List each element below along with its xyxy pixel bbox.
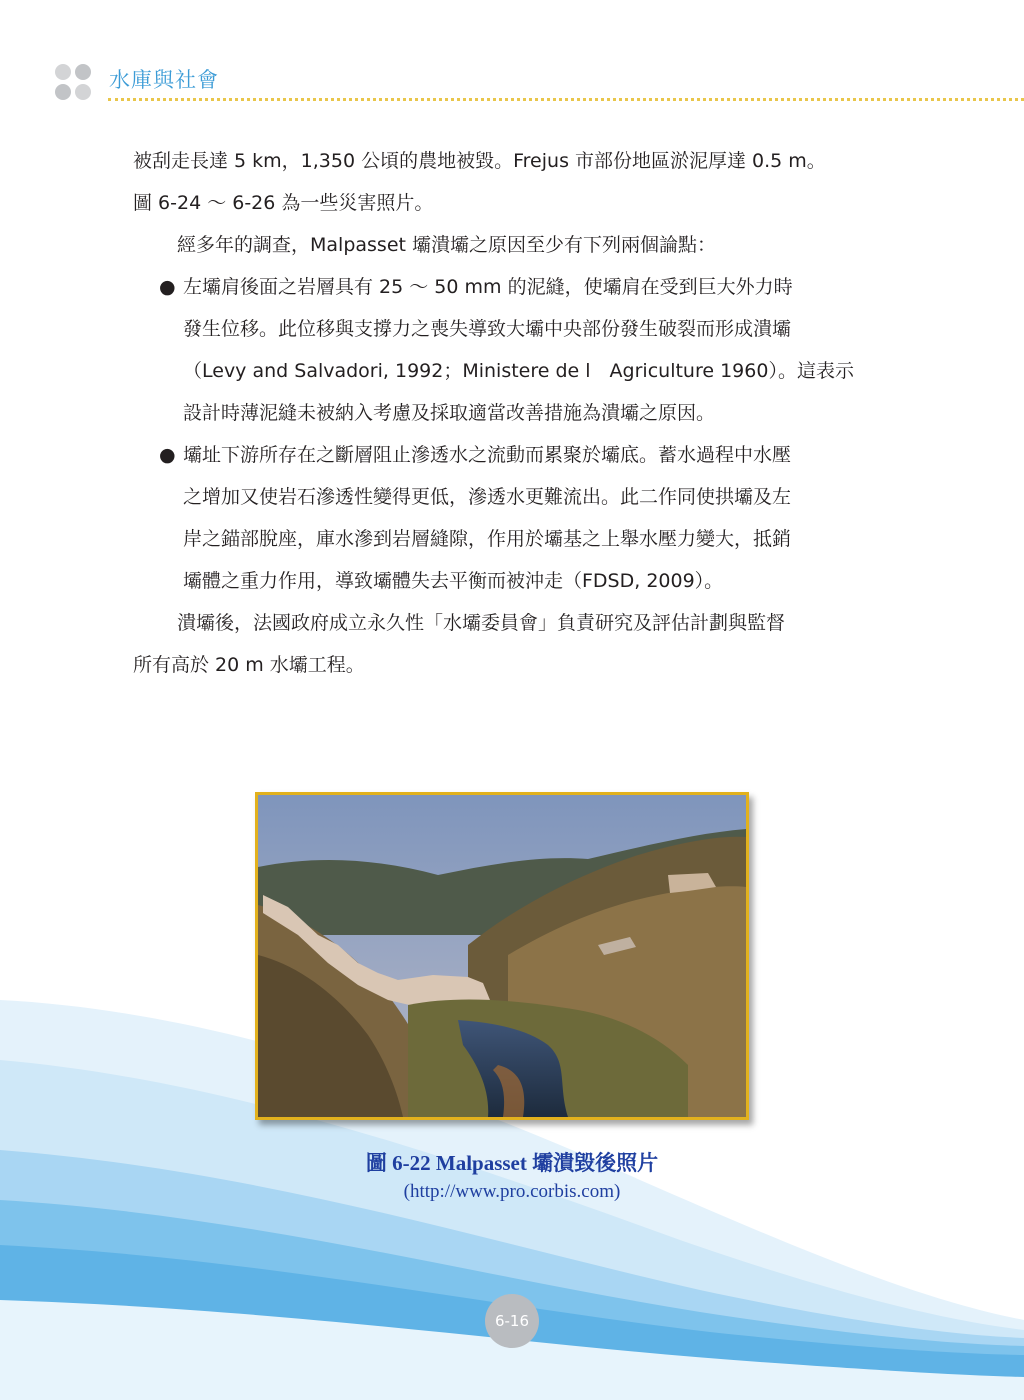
closing-paragraph [133, 602, 923, 686]
figure-caption [0, 1148, 1024, 1206]
figure-caption-source: (http://www.pro.corbis.com) [403, 1181, 621, 1202]
page-number-badge: 6-16 [485, 1294, 539, 1348]
bullet-2-line-2: 之增加又使岩石滲透性變得更低，滲透水更難流出。此二作同使拱壩及左 [183, 486, 792, 508]
body-text [133, 140, 923, 686]
bullet-item-1 [133, 266, 923, 434]
bullet-2-line-3: 岸之錨部脫座，庫水滲到岩層縫隙，作用於壩基之上舉水壓力變大，抵銷 [183, 528, 792, 550]
bullet-2-line-4: 壩體之重力作用，導致壩體失去平衡而被沖走（FDSD, 2009）。 [183, 570, 724, 592]
closing-line-2: 所有高於 20 m 水壩工程。 [133, 654, 365, 676]
bullet-icon: ● [159, 444, 176, 466]
header-dots-icon [53, 62, 93, 102]
closing-line-1: 潰壩後，法國政府成立永久性「水壩委員會」負責研究及評估計劃與監督 [177, 612, 786, 634]
dam-failure-photo [258, 795, 746, 1117]
paragraph-2: 經多年的調查，Malpasset 壩潰壩之原因至少有下列兩個論點： [177, 234, 716, 256]
paragraph-1 [133, 140, 923, 224]
paragraph-1-line-2: 圖 6-24 ～ 6-26 為一些災害照片。 [133, 192, 434, 214]
bullet-1-line-3: （Levy and Salvadori, 1992；Ministere de l Agriculture 1960）。這表示 [183, 360, 854, 382]
bullet-1-line-1: 左壩肩後面之岩層具有 25 ～ 50 mm 的泥縫，使壩肩在受到巨大外力時 [183, 276, 793, 298]
bullet-2-line-1: 壩址下游所存在之斷層阻止滲透水之流動而累聚於壩底。蓄水過程中水壓 [183, 444, 792, 466]
dam-photo-frame [255, 792, 749, 1120]
bullet-item-2 [133, 434, 923, 602]
running-header-title: 水庫與社會 [109, 68, 219, 92]
header-dotted-rule [108, 98, 1024, 101]
bullet-1-line-4: 設計時薄泥縫未被納入考慮及採取適當改善措施為潰壩之原因。 [183, 402, 716, 424]
bullet-icon: ● [159, 276, 176, 298]
bullet-1-line-2: 發生位移。此位移與支撐力之喪失導致大壩中央部份發生破裂而形成潰壩 [183, 318, 792, 340]
paragraph-1-line-1: 被刮走長達 5 km，1,350 公頃的農地被毀。Frejus 市部份地區淤泥厚達 0.5 m。 [133, 150, 826, 172]
figure-caption-title: 圖 6-22 Malpasset 壩潰毀後照片 [365, 1151, 659, 1175]
